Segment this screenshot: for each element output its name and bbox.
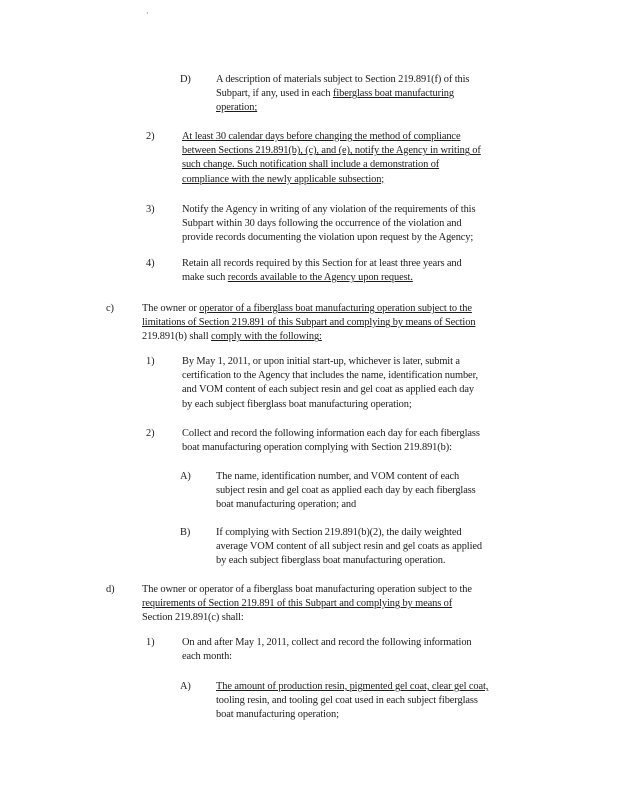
item-text xyxy=(142,302,475,345)
item-text xyxy=(142,583,472,626)
underlined-text: compliance with the xyxy=(182,173,267,185)
item-text xyxy=(182,636,472,664)
text-line xyxy=(216,87,469,101)
text-line xyxy=(216,680,488,694)
text-line xyxy=(182,383,478,397)
text-line xyxy=(142,597,472,611)
text-line xyxy=(216,526,482,540)
item-text xyxy=(182,130,481,187)
item-text xyxy=(182,257,462,285)
text-line xyxy=(142,316,475,330)
text-segment: A description of materials subject to Section 219.891(f) of this xyxy=(216,74,470,85)
text-line xyxy=(182,398,478,412)
text-line xyxy=(142,330,475,344)
item-label: A) xyxy=(180,471,191,482)
item-text xyxy=(182,203,475,246)
text-line xyxy=(182,441,480,455)
text-segment: by each subject fiberglass boat manufacturing operation; xyxy=(182,398,412,410)
item-label: 4) xyxy=(146,258,155,269)
text-segment: Retain all records required by this Section for at least three years and xyxy=(182,258,462,269)
text-line xyxy=(182,130,481,144)
text-segment: 219.891(b) shall xyxy=(142,331,212,343)
text-segment: Section 219.891(c) shall: xyxy=(142,612,244,624)
text-line xyxy=(182,217,475,231)
text-line xyxy=(182,144,481,158)
text-segment: by each subject fiberglass boat manufacturing operation. xyxy=(216,555,446,567)
item-label: A) xyxy=(180,681,191,692)
underlined-text: operator of a fiberglass boat manufacturing operation subject to the xyxy=(199,303,472,314)
text-line xyxy=(182,203,475,217)
text-segment: tooling resin, and tooling gel coat used in each subject fiberglass xyxy=(216,695,478,707)
text-line xyxy=(216,540,482,554)
text-line xyxy=(216,694,488,708)
text-segment: make such xyxy=(182,272,228,284)
text-segment: Collect and record the following information each day for each fiberglass xyxy=(182,428,480,439)
text-line xyxy=(182,355,478,369)
text-segment: If complying with Section 219.891(b)(2), the daily weighted xyxy=(216,527,462,538)
text-segment: certification to the Agency that includes the name, identification number, xyxy=(182,370,479,382)
underlined-text: fiberglass boat manufacturing xyxy=(332,88,454,100)
item-label: 3) xyxy=(146,204,155,215)
text-line xyxy=(182,636,472,650)
item-label: D) xyxy=(180,74,191,85)
text-line xyxy=(216,73,469,87)
underlined-text: limitations of Section 219.891 of this Subpart and complying by means of Section xyxy=(142,317,476,329)
text-line xyxy=(216,101,469,115)
item-text xyxy=(216,526,482,569)
text-segment: boat manufacturing operation; xyxy=(216,709,339,721)
text-line xyxy=(182,158,481,172)
item-text xyxy=(182,427,480,455)
text-segment: The name, identification number, and VOM content of each xyxy=(216,471,460,482)
item-label: 2) xyxy=(146,131,155,142)
text-segment: provide records documenting the violation upon request by the Agency; xyxy=(182,232,474,244)
text-segment: Subpart within 30 days following the occurrence of the violation and xyxy=(182,218,462,230)
item-text xyxy=(182,355,478,412)
text-segment: Notify the Agency in writing of any violation of the requirements of this xyxy=(182,204,476,215)
item-label: d) xyxy=(106,584,115,595)
underlined-text: comply with the following: xyxy=(211,331,322,343)
text-segment: subject resin and gel coat as applied each day by each fiberglass xyxy=(216,485,476,497)
text-line xyxy=(182,271,462,285)
text-line xyxy=(182,173,481,187)
text-segment: By May 1, 2011, or upon initial start-up, whichever is later, submit a xyxy=(182,356,460,367)
underlined-text: operation; xyxy=(216,102,258,114)
text-segment: The owner or operator of a fiberglass boat manufacturing operation subject to the xyxy=(142,584,472,595)
text-segment: each month: xyxy=(182,651,232,663)
text-line xyxy=(182,369,478,383)
underlined-text: records available to the Agency upon request. xyxy=(227,272,413,284)
text-line xyxy=(182,427,480,441)
text-line xyxy=(216,708,488,722)
text-line xyxy=(182,231,475,245)
text-segment: boat manufacturing operation complying with Section 219.891(b): xyxy=(182,442,452,454)
item-label: 1) xyxy=(146,637,155,648)
item-label: 2) xyxy=(146,428,155,439)
text-segment: and VOM content of each subject resin and gel coat as applied each day xyxy=(182,384,475,396)
text-line xyxy=(142,611,472,625)
underlined-text: newly applicable subsection; xyxy=(266,173,385,185)
text-line xyxy=(182,650,472,664)
text-segment: average VOM content of all subject resin and gel coats as applied xyxy=(216,541,482,553)
text-line xyxy=(216,554,482,568)
item-label: B) xyxy=(180,527,191,538)
text-segment: On and after May 1, 2011, collect and record the following information xyxy=(182,637,472,648)
underlined-text: between Sections 219.891(b), (c), and (e), notify the Agency in writing of xyxy=(182,145,481,157)
page-mark: · xyxy=(146,9,149,18)
underlined-text: such change. Such notification shall include a demonstration of xyxy=(182,159,440,171)
item-text xyxy=(216,470,476,513)
underlined-text: At least 30 calendar days before changing the method of compliance xyxy=(182,131,461,142)
item-label: c) xyxy=(106,303,114,314)
item-text xyxy=(216,680,488,723)
underlined-text: requirements of Section 219.891 of this Subpart and complying by means of xyxy=(142,598,453,610)
item-label: 1) xyxy=(146,356,155,367)
text-segment: Subpart, if any, used in each xyxy=(216,88,333,100)
text-segment: The owner or xyxy=(142,303,200,314)
underlined-text: The amount of production resin, pigmented gel coat, clear gel coat, xyxy=(216,681,489,692)
text-line xyxy=(142,302,475,316)
item-text xyxy=(216,73,469,116)
text-line xyxy=(216,484,476,498)
text-line xyxy=(216,470,476,484)
text-segment: boat manufacturing operation; and xyxy=(216,499,357,511)
text-line xyxy=(142,583,472,597)
text-line xyxy=(182,257,462,271)
text-line xyxy=(216,498,476,512)
